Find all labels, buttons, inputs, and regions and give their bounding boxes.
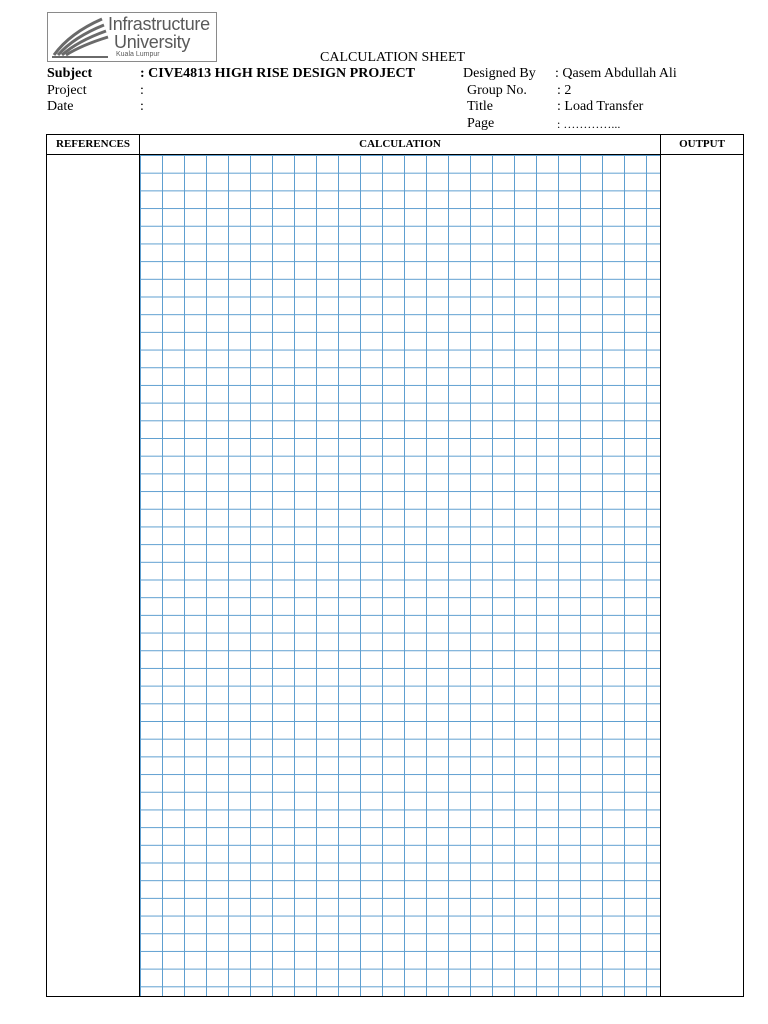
references-header: REFERENCES xyxy=(56,138,130,150)
designed-by-label: Designed By xyxy=(463,66,536,81)
title-value: : Load Transfer xyxy=(557,99,644,114)
output-header: OUTPUT xyxy=(679,138,725,150)
date-value: : xyxy=(140,99,144,114)
logo-text-line1: Infrastructure xyxy=(108,14,210,34)
subject-value: : CIVE4813 HIGH RISE DESIGN PROJECT xyxy=(140,66,415,81)
university-logo xyxy=(47,12,217,62)
project-label: Project xyxy=(47,83,87,98)
output-column-divider xyxy=(660,135,661,996)
calculation-table xyxy=(46,134,744,997)
group-label: Group No. xyxy=(467,83,527,98)
logo-text-line2: University xyxy=(114,32,191,52)
page-label: Page xyxy=(467,116,495,131)
sheet-title: CALCULATION SHEET xyxy=(320,50,466,65)
page-value: : …………... xyxy=(557,117,621,131)
book-logo-icon xyxy=(50,15,110,59)
calculation-header: CALCULATION xyxy=(359,138,441,150)
title-label: Title xyxy=(467,99,493,114)
logo-text-line3: Kuala Lumpur xyxy=(116,51,160,58)
designed-by-value: : Qasem Abdullah Ali xyxy=(555,66,677,81)
subject-label: Subject xyxy=(47,66,93,81)
date-label: Date xyxy=(47,99,74,114)
graph-paper-grid xyxy=(140,155,660,996)
group-value: : 2 xyxy=(557,83,572,98)
project-value: : xyxy=(140,83,144,98)
